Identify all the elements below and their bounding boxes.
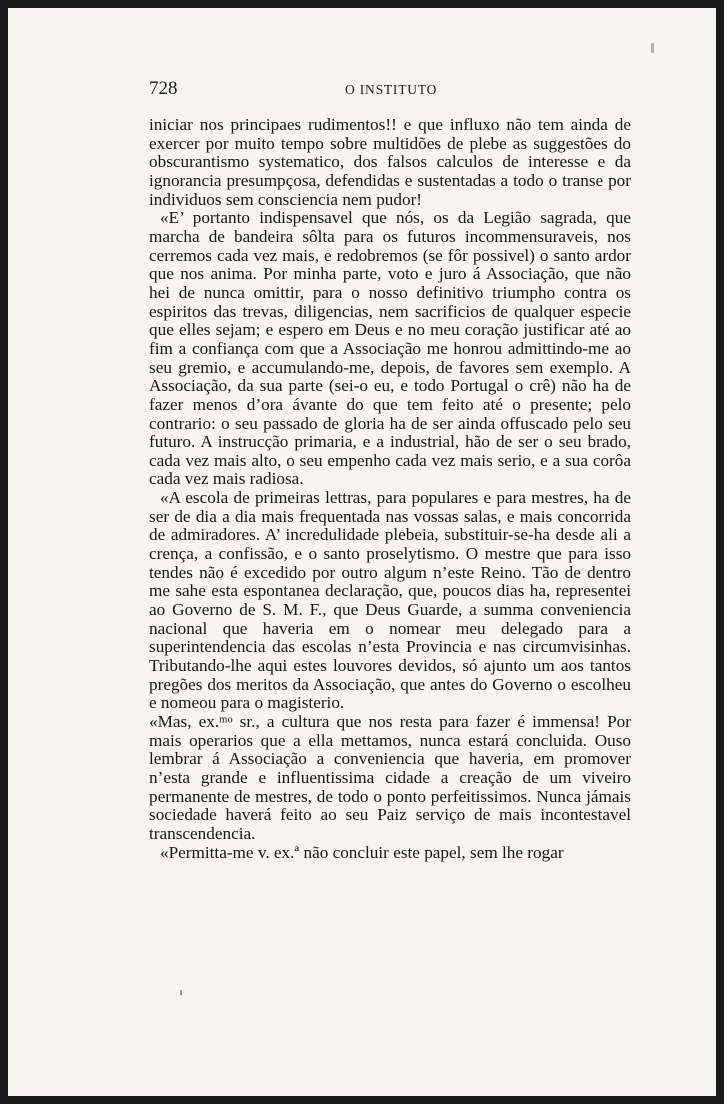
book-page (8, 8, 716, 1096)
paragraph: «Permitta-me v. ex.ª não concluir este papel, sem lhe rogar (160, 842, 564, 862)
paper-speck (651, 43, 654, 53)
paragraph: «A escola de primeiras lettras, para populares e para mestres, ha de ser de dia a dia mais frequentada nas vossas salas, e mais concorrida de admiradores. A’ incredulidade plebeia, substituir-se-ha desde ali a crença, a confissão, e o santo proselytismo. O mestre que para isso tendes não é excedido por outro algum n’este Reino. Tão de dentro me sahe esta espontanea declaração, que, poucos dias ha, representei ao Governo de S. M. F., que Deus Guarde, a summa conveniencia nacional que haveria em o nomear meu delegado para a superintendencia das escolas n’esta Provincia e nas circumvisinhas. Tributando-lhe aqui estes louvores devidos, só ajunto um aos tantos pregões dos meritos da Associação, que antes do Governo o escolheu e nomeou para o magisterio. (149, 488, 631, 713)
paragraph-continuation: iniciar nos principaes rudimentos!! e que influxo não tem ainda de exercer por muito tempo sobre multidões de plebe as suggestões do obscurantismo systematico, dos falsos calculos de interesse e da ignorancia presumpçosa, defendidas e sustentadas a todo o transe por individuos sem consciencia nem pudor! (149, 115, 631, 209)
paragraph: «Mas, ex.ᵐᵒ sr., a cultura que nos resta para fazer é immensa! Por mais operarios que a ella mettamos, nunca estará concluida. Ouso lembrar á Associação a conveniencia que haveria, em promover n’esta grande e influentissima cidade a creação de um viveiro permanente de mestres, de todo o ponto perfeitissimos. Nunca jámais sociedade haverá feito ao seu Paiz serviço de mais incontestavel transcendencia. (149, 712, 631, 843)
running-title: O INSTITUTO (345, 82, 438, 97)
paragraph: «E’ portanto indispensavel que nós, os da Legião sagrada, que marcha de bandeira sôlta para os futuros incommensuraveis, nos cerremos cada vez mais, e redobremos (se fôr possivel) o santo ardor que nos anima. Por minha parte, voto e juro á Associação, que não hei de nunca omittir, para o nosso definitivo triumpho contra os espiritos das trevas, diligencias, nem sacrificios de qualquer especie que elles sejam; e espero em Deus e no meu coração justificar até ao fim a confiança com que a Associação me honrou admittindo-me ao seu gremio, e accumulando-me, depois, de favores sem exemplo. A Associação, da sua parte (sei-o eu, e todo Portugal o crê) não ha de fazer menos d’ora ávante do que tem feito até o presente; pelo contrario: o seu passado de gloria ha de ser ainda offuscado pelo seu futuro. A instrucção primaria, e a industrial, hão de ser o seu brado, cada vez mais alto, o seu empenho cada vez mais serio, e a sua corôa cada vez mais radiosa. (149, 208, 631, 489)
paper-speck (180, 990, 182, 995)
body-text (149, 116, 631, 862)
page-number: 728 (149, 78, 178, 99)
page-header (149, 78, 629, 102)
